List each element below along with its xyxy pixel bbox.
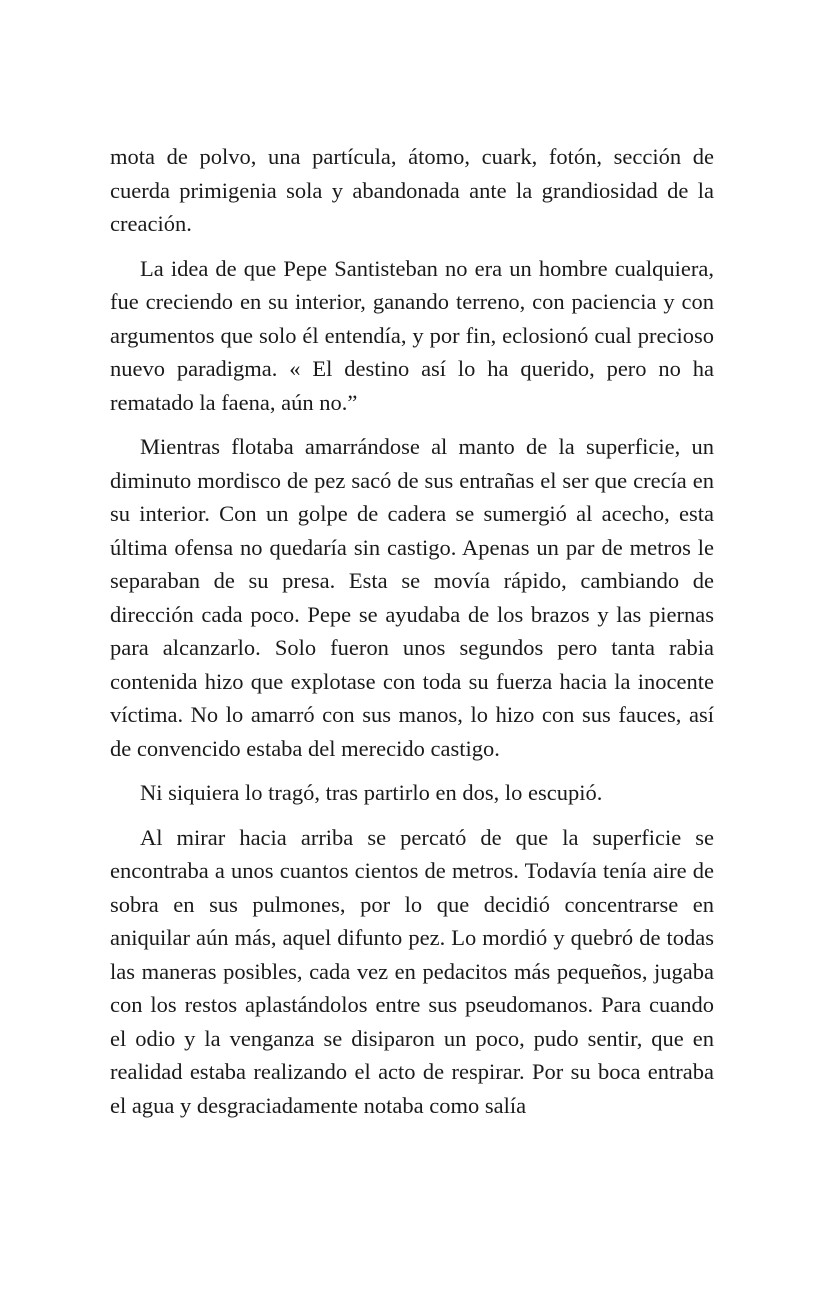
book-page-body xyxy=(110,140,714,1133)
paragraph: Ni siquiera lo tragó, tras partirlo en dos, lo escupió. xyxy=(140,780,603,805)
paragraph-continued: mota de polvo, una partícula, átomo, cuark, fotón, sección de cuerda primigenia sola y abandonada ante la grandiosidad de la creación. xyxy=(110,144,714,236)
paragraph: Al mirar hacia arriba se percató de que la superficie se encontraba a unos cuantos cientos de metros. Todavía tenía aire de sobra en sus pulmones, por lo que decidió concentrarse en aniquilar aún más, aquel difunto pez. Lo mordió y quebró de todas las maneras posibles, cada vez en pedacitos más pequeños, jugaba con los restos aplastándolos entre sus pseudomanos. Para cuando el odio y la venganza se disiparon un poco, pudo sentir, que en realidad estaba realizando el acto de respirar. Por su boca entraba el agua y desgraciadamente notaba como salía xyxy=(110,824,714,1118)
paragraph: Mientras flotaba amarrándose al manto de la superficie, un diminuto mordisco de pez sacó de sus entrañas el ser que crecía en su interior. Con un golpe de cadera se sumergió al acecho, esta última ofensa no quedaría sin castigo. Apenas un par de metros le separaban de su presa. Esta se movía rápido, cambiando de dirección cada poco. Pepe se ayudaba de los brazos y las piernas para alcanzarlo. Solo fueron unos segundos pero tanta rabia contenida hizo que explotase con toda su fuerza hacia la inocente víctima. No lo amarró con sus manos, lo hizo con sus fauces, así de convencido estaba del merecido castigo. xyxy=(110,434,714,761)
paragraph: La idea de que Pepe Santisteban no era un hombre cualquiera, fue creciendo en su interior, ganando terreno, con paciencia y con argumentos que solo él entendía, y por fin, eclosionó cual precioso nuevo paradigma. « El destino así lo ha querido, pero no ha rematado la faena, aún no.” xyxy=(110,255,714,415)
